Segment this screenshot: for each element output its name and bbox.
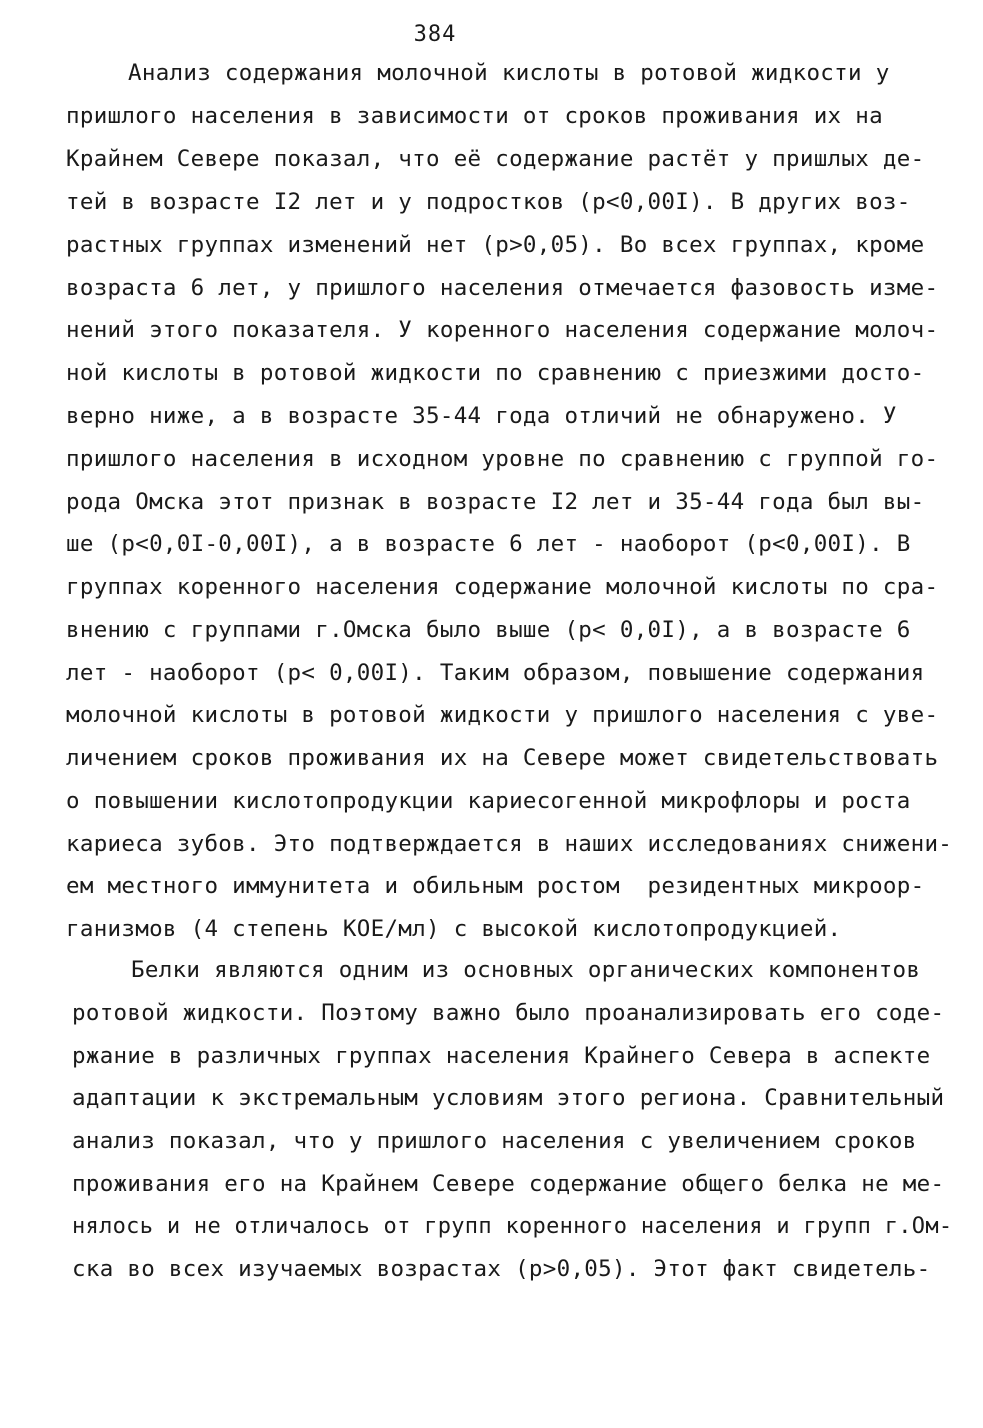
text-line: внению с группами г.Омска было выше (p< 0,0I), а в возрасте 6	[66, 617, 911, 643]
text-line: лет - наоборот (p< 0,00I). Таким образом, повышение содержания	[66, 660, 925, 686]
text-line: нений этого показателя. У коренного населения содержание молоч-	[66, 317, 939, 343]
text-line: нялось и не отличалось от групп коренного населения и групп г.Ом-	[72, 1214, 953, 1239]
text-line: пришлого населения в зависимости от сроков проживания их на	[66, 103, 883, 129]
text-line: молочной кислоты в ротовой жидкости у пришлого населения с уве-	[66, 702, 939, 728]
text-line: ем местного иммунитета и обильным ростом резидентных микроор-	[66, 873, 925, 899]
text-line: проживания его на Крайнем Севере содержание общего белка не ме-	[72, 1171, 945, 1197]
text-line: анализ показал, что у пришлого населения с увеличением сроков	[72, 1128, 917, 1154]
text-line: Анализ содержания молочной кислоты в ротовой жидкости у	[128, 60, 890, 86]
page-number: 384	[413, 22, 457, 47]
text-line: тей в возрасте I2 лет и у подростков (p<0,00I). В других воз-	[66, 189, 911, 215]
text-line: группах коренного населения содержание молочной кислоты по сра-	[66, 574, 939, 600]
text-line: пришлого населения в исходном уровне по сравнению с группой го-	[66, 446, 939, 472]
text-line: кариеса зубов. Это подтверждается в наших исследованиях снижени-	[66, 831, 953, 857]
text-line: возраста 6 лет, у пришлого населения отмечается фазовость изме-	[66, 275, 939, 301]
text-line: ганизмов (4 степень КОЕ/мл) с высокой кислотопродукцией.	[66, 916, 842, 942]
text-line: Крайнем Севере показал, что её содержание растёт у пришлых де-	[66, 146, 925, 172]
text-line: растных группах изменений нет (p>0,05). Во всех группах, кроме	[66, 232, 925, 258]
text-line: адаптации к экстремальным условиям этого региона. Сравнительный	[72, 1085, 945, 1111]
text-line: о повышении кислотопродукции кариесогенной микрофлоры и роста	[66, 788, 911, 814]
text-line: рода Омска этот признак в возрасте I2 лет и 35-44 года был вы-	[66, 489, 925, 515]
text-line: ротовой жидкости. Поэтому важно было проанализировать его соде-	[72, 1000, 945, 1026]
text-line: ше (p<0,0I-0,00I), а в возрасте 6 лет - наоборот (p<0,00I). В	[66, 531, 911, 557]
text-line: ржание в различных группах населения Крайнего Севера в аспекте	[72, 1043, 931, 1069]
text-line: ной кислоты в ротовой жидкости по сравнению с приезжими досто-	[66, 360, 925, 386]
text-line: ска во всех изучаемых возрастах (p>0,05). Этот факт свидетель-	[72, 1256, 931, 1282]
text-line: Белки являются одним из основных органических компонентов	[131, 957, 921, 983]
text-line: личением сроков проживания их на Севере может свидетельствовать	[66, 745, 939, 771]
text-line: верно ниже, а в возрасте 35-44 года отличий не обнаружено. У	[66, 403, 897, 429]
